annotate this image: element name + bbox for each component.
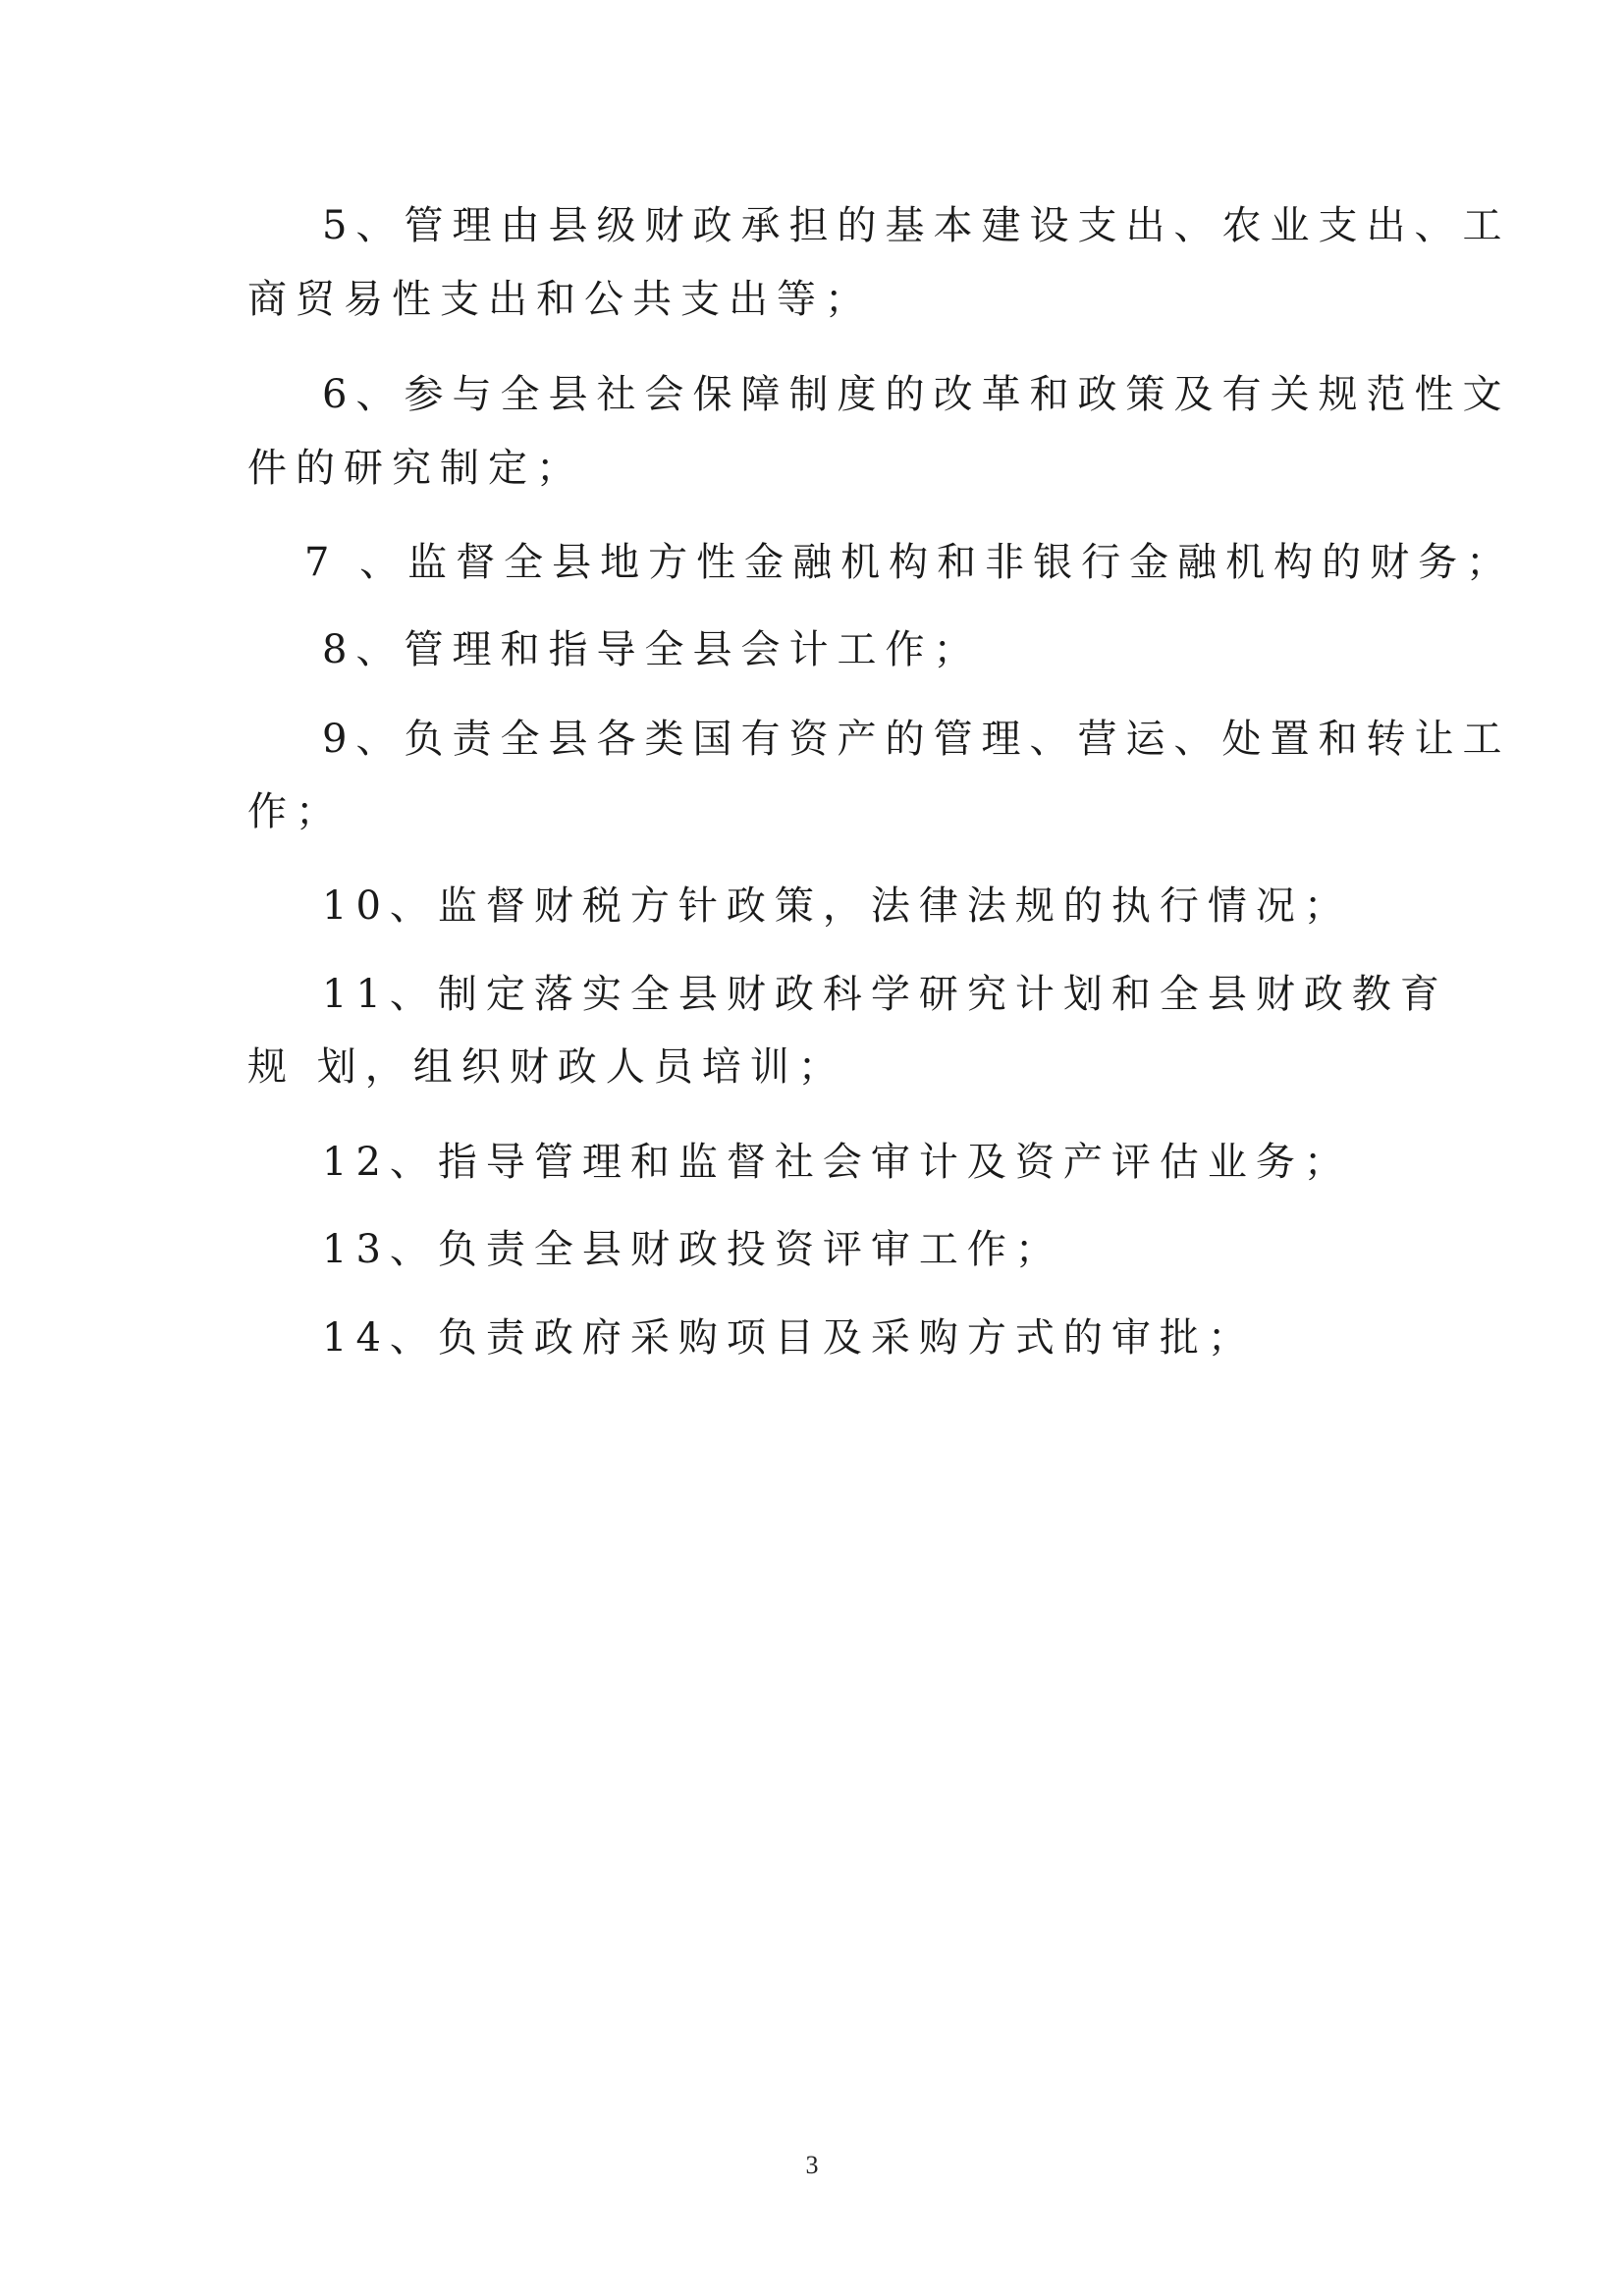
paragraph-7: 7 、监督全县地方性金融机构和非银行金融机构的财务； (304, 540, 1515, 585)
paragraph-5-line-1: 5、管理由县级财政承担的基本建设支出、农业支出、工 (322, 203, 1511, 248)
paragraph-13: 13、负责全县财政投资评审工作； (322, 1227, 1063, 1272)
paragraph-8: 8、管理和指导全县会计工作； (322, 627, 982, 672)
paragraph-14: 14、负责政府采购项目及采购方式的审批； (322, 1315, 1256, 1361)
paragraph-9-line-2: 作； (247, 789, 344, 834)
paragraph-9-line-1: 9、负责全县各类国有资产的管理、营运、处置和转让工 (322, 717, 1511, 762)
paragraph-5-line-2: 商贸易性支出和公共支出等； (247, 277, 873, 322)
paragraph-12: 12、指导管理和监督社会审计及资产评估业务； (322, 1140, 1352, 1185)
paragraph-11-line-1: 11、制定落实全县财政科学研究计划和全县财政教育 (322, 972, 1448, 1017)
page-number: 3 (805, 2151, 819, 2179)
paragraph-6-line-1: 6、参与全县社会保障制度的改革和政策及有关规范性文 (322, 372, 1511, 417)
paragraph-11-line-2: 规 划，组织财政人员培训； (247, 1044, 846, 1090)
paragraph-6-line-2: 件的研究制定； (247, 446, 584, 491)
paragraph-10: 10、监督财税方针政策，法律法规的执行情况； (322, 883, 1352, 929)
